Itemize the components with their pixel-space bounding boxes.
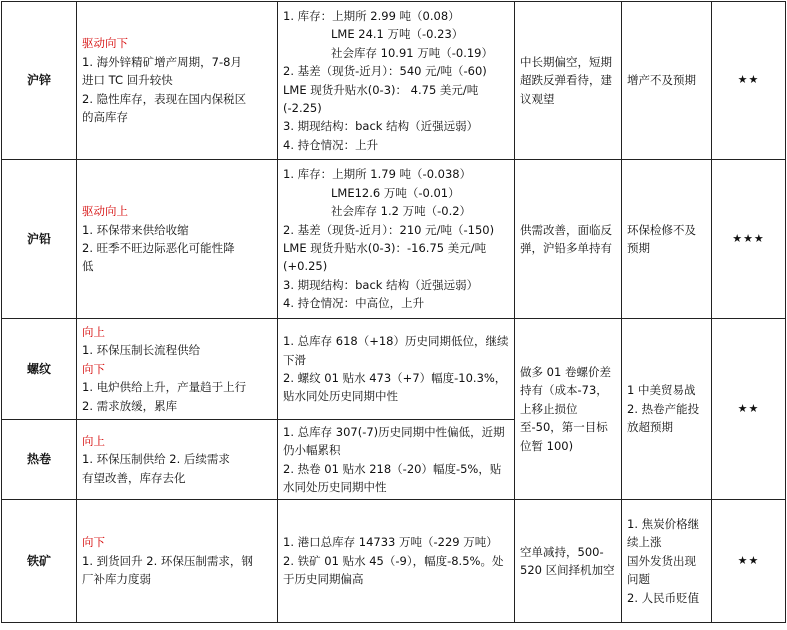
table-row [2,160,786,319]
driver-line: 1. 环保压制长流程供给 [82,343,201,358]
commodity-name: 热卷 [2,420,77,500]
data-cell [278,160,515,319]
rating-stars: ★★★ [712,160,786,319]
data-line: 3. 期现结构：back 结构（近强远弱） [283,119,479,134]
data-line: 2. 铁矿 01 贴水 45（-9），幅度-8.5%。处于历史同期偏高 [283,553,504,587]
driver-line: 低 [82,259,94,274]
driver-cell [77,420,278,500]
driver-line: 2. 旺季不旺边际恶化可能性降 [82,241,235,255]
data-cell [278,420,515,500]
data-line: LME 现货升贴水(0-3)：-16.75 美元/吨 [283,241,487,255]
data-line: 4. 持仓情况：中高位，上升 [283,296,425,311]
risk-cell: 环保检修不及预期 [622,160,712,319]
risk-line: 1 中美贸易战 [627,383,696,398]
view-cell: 做多 01 卷螺价差持有（成本-73，上移止损位至-50，第一目标位暂 100) [515,319,622,500]
data-line: 2. 基差（现货-近月）：540 元/吨（-60) [283,64,487,79]
data-line: 社会库存 10.91 万吨（-0.19） [331,45,493,60]
driver-line: 1. 到货回升 2. 环保压制需求，钢 [82,553,253,568]
commodity-name: 沪铅 [2,160,77,319]
driver-line: 1. 环保带来供给收缩 [82,222,189,237]
table-row [2,2,786,160]
data-line: (-2.25) [283,100,322,115]
data-line: 4. 持仓情况：上升 [283,137,379,152]
data-cell [278,500,515,623]
driver-line: 厂补库力度弱 [82,572,151,587]
table-row [2,319,786,420]
commodity-name: 铁矿 [2,500,77,623]
data-line: 1. 库存：上期所 1.79 吨（-0.038） [283,167,472,182]
driver-direction-up: 向上 [82,433,105,448]
driver-cell [77,2,278,160]
driver-direction: 向下 [82,535,105,550]
view-cell: 空单减持，500-520 区间择机加空 [515,500,622,623]
data-line: 1. 库存：上期所 2.99 吨（0.08） [283,8,460,23]
rating-stars: ★★ [712,500,786,623]
rating-stars: ★★ [712,2,786,160]
driver-line: 1. 环保压制供给 2. 后续需求 [82,452,230,467]
commodity-strategy-table [1,1,786,623]
data-line: 3. 期现结构：back 结构（近强远弱） [283,277,479,292]
data-cell [278,2,515,160]
data-line: 2. 热卷 01 贴水 218（-20）幅度-5%，贴水同处历史同期中性 [283,461,502,494]
data-line: 1. 总库存 618（+18）历史同期低位，继续下滑 [283,334,509,367]
data-line: 1. 港口总库存 14733 万吨（-229 万吨） [283,535,498,550]
view-cell: 供需改善，面临反弹，沪铅多单持有 [515,160,622,319]
view-cell: 中长期偏空，短期超跌反弹看待，建议观望 [515,2,622,160]
risk-line: 2. 热卷产能投放超预期 [627,401,700,435]
driver-direction: 驱动向上 [82,204,128,219]
driver-line: 2. 隐性库存，表现在国内保税区 [82,91,247,106]
driver-direction-up: 向上 [82,324,105,339]
driver-direction: 驱动向下 [82,36,128,51]
data-line: 社会库存 1.2 万吨（-0.2） [331,204,472,219]
risk-line: 2. 人民币贬值 [627,590,700,605]
risk-line: 1. 焦炭价格继续上涨 [627,516,700,550]
data-line: 1. 总库存 307(-7)历史同期中性偏低，近期仍小幅累积 [283,424,505,458]
data-line: 2. 螺纹 01 贴水 473（+7）幅度-10.3%，贴水同处历史同期中性 [283,371,507,404]
risk-cell: 增产不及预期 [622,2,712,160]
rating-stars: ★★ [712,319,786,500]
table-row [2,500,786,623]
driver-line: 有望改善，库存去化 [82,470,186,485]
driver-line: 2. 需求放缓，累库 [82,398,178,413]
driver-line: 1. 电炉供给上升，产量趋于上行 [82,380,247,395]
commodity-name: 螺纹 [2,319,77,420]
risk-cell [622,319,712,500]
driver-cell [77,160,278,319]
data-line: LME 24.1 万吨（-0.23） [331,27,464,42]
data-line: 2. 基差（现货-近月）：210 元/吨（-150) [283,222,495,237]
commodity-name: 沪锌 [2,2,77,160]
driver-cell [77,500,278,623]
data-line: (+0.25) [283,259,328,274]
driver-line: 进口 TC 回升较快 [82,73,173,88]
driver-direction-down: 向下 [82,361,105,376]
risk-line: 国外发货出现问题 [627,553,696,587]
driver-line: 的高库存 [82,110,128,125]
driver-cell [77,319,278,420]
data-cell [278,319,515,420]
data-line: LME 现货升贴水(0-3)： 4.75 美元/吨 [283,82,479,97]
data-line: LME12.6 万吨（-0.01） [331,185,460,200]
driver-line: 1. 海外锌精矿增产周期，7-8月 [82,54,242,69]
risk-cell [622,500,712,623]
